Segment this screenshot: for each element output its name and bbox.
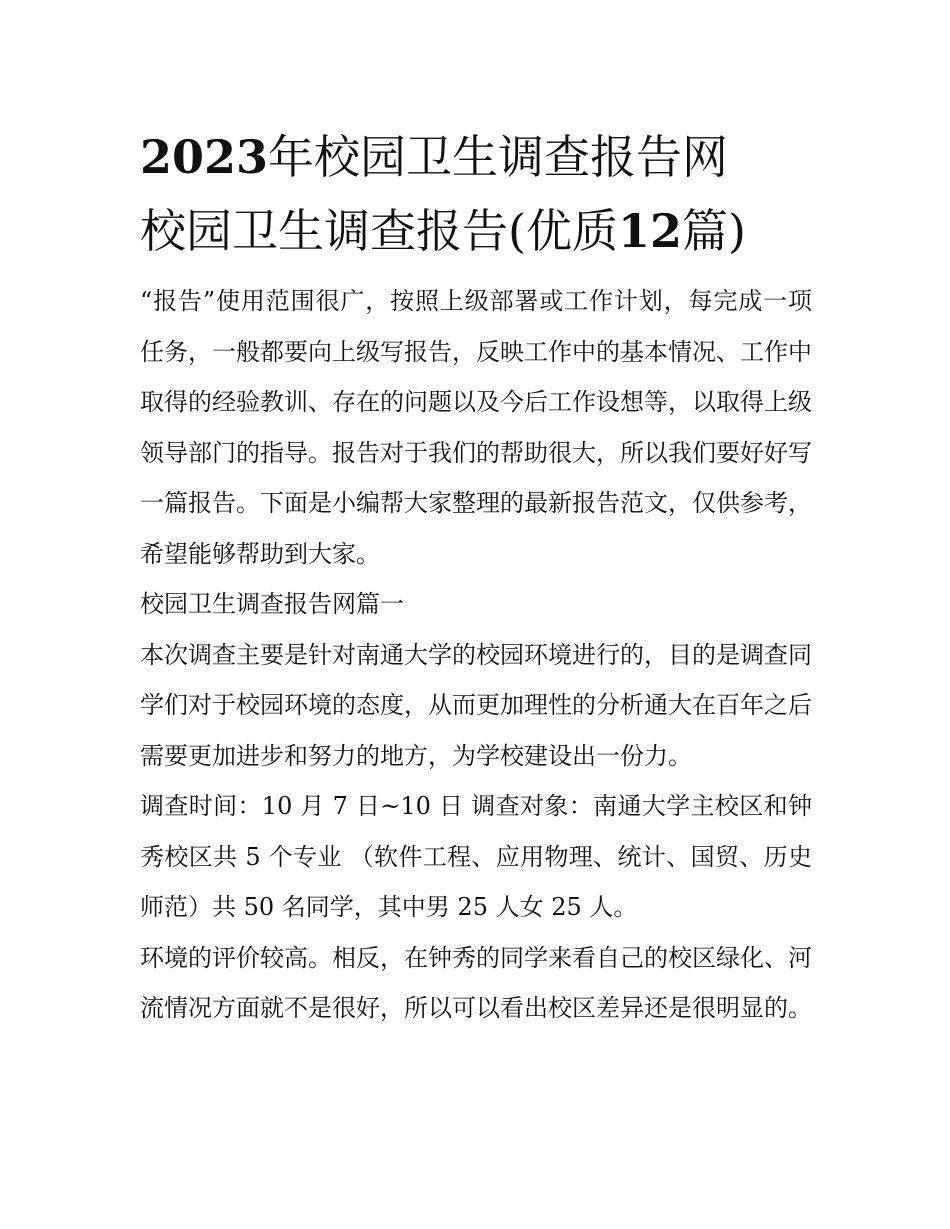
evaluation-paragraph: 环境的评价较高。相反，在钟秀的同学来看自己的校区绿化、河流情况方面就不是很好，所以可以看出校区差异还是很明显的。 [140,943,812,1022]
document-title [140,120,840,268]
survey-info-paragraph: 调查时间：10 月 7 日~10 日 调查对象：南通大学主校区和钟秀校区共 5 个专业 （软件工程、应用物理、统计、国贸、历史师范）共 50 名同学，其中男 25 人女 25 人。 [140,792,812,921]
title-line-2-text-a: 校园卫生调查报告(优质 [140,204,618,258]
section-heading: 校园卫生调查报告网篇一 [140,590,404,618]
title-line-2-text-b: 篇) [681,204,746,258]
title-year: 2023 [140,130,269,184]
purpose-paragraph: 本次调查主要是针对南通大学的校园环境进行的，目的是调查同学们对于校园环境的态度，从而更加理性的分析通大在百年之后需要更加进步和努力的地方，为学校建设出一份力。 [140,640,812,770]
title-line-2 [140,194,840,268]
document-body [140,276,812,1034]
title-line-1 [140,120,840,194]
intro-paragraph: “报告”使用范围很广，按照上级部署或工作计划，每完成一项任务，一般都要向上级写报告，反映工作中的基本情况、工作中取得的经验教训、存在的问题以及今后工作设想等，以取得上级领导部门的指导。报告对于我们的帮助很大，所以我们要好好写一篇报告。下面是小编帮大家整理的最新报告范文，仅供参考，希望能够帮助到大家。 [140,287,812,568]
title-line-1-text: 年校园卫生调查报告网 [268,130,729,184]
title-count: 12 [617,204,682,258]
